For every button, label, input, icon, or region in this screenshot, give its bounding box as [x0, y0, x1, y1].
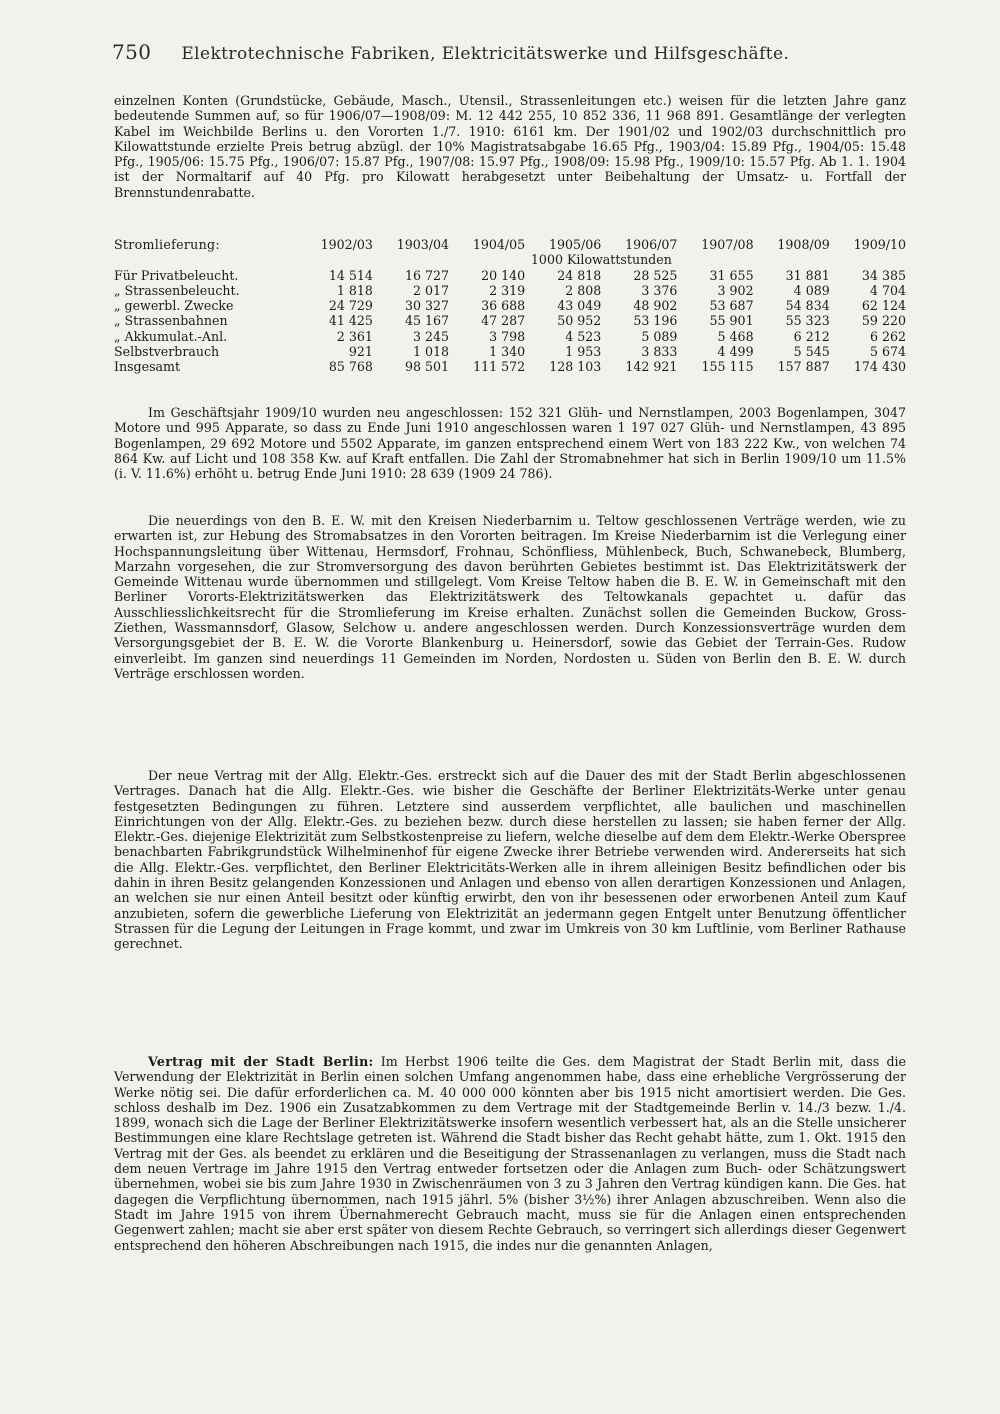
table-cell: 48 902 [633, 298, 678, 314]
table-row-total [114, 359, 906, 374]
table-unit-row [114, 252, 906, 267]
table-cell: 62 124 [861, 298, 906, 314]
table-cell: 5 545 [793, 344, 830, 360]
stromlieferung-table [114, 237, 906, 375]
row-label: „ Strassenbahnen [114, 313, 228, 329]
table-cell: 31 655 [709, 267, 754, 283]
table-unit: 1000 Kilowattstunden [530, 252, 672, 268]
table-cell: 155 115 [701, 359, 754, 375]
table-cell: 53 196 [633, 313, 678, 329]
year-header: 1907/08 [701, 237, 754, 252]
table-title: Stromlieferung: [114, 237, 220, 252]
year-header: 1902/03 [320, 237, 373, 252]
table-cell: 14 514 [328, 267, 373, 283]
table-row [114, 329, 906, 344]
table-cell: 3 902 [717, 282, 754, 298]
table-cell: 34 385 [861, 267, 906, 283]
table-cell: 55 323 [785, 313, 830, 329]
table-cell: 24 818 [557, 267, 602, 283]
table-cell: 54 834 [785, 298, 830, 314]
table-cell: 55 901 [709, 313, 754, 329]
paragraph-vororte: Die neuerdings von den B. E. W. mit den Kreisen Niederbarnim u. Teltow geschlossenen Verträge werden, wie zu erwarten ist, zur Hebung des Stromabsatzes in den Vororten beitragen. Im Kreise Niederbarnim ist die Verlegung einer Hochspannungsleitung über Wittenau, Hermsdorf, Frohnau, Schönfliess, Mühlenbeck, Buch, Schwanebeck, Blumberg, Marzahn vorgesehen, die zur Stromversorgung des davon berührten Gebietes bestimmt ist. Das Elektrizitätswerk der Gemeinde Wittenau wurde übernommen und stillgelegt. Vom Kreise Teltow haben die B. E. W. in Gemeinschaft mit den Berliner Vororts-Elektrizitätswerken das Elektrizitätswerk des Teltowkanals gepachtet u. dafür das Ausschliesslichkeitsrecht für die Stromlieferung im Kreise erhalten. Zunächst sollen die Gemeinden Buckow, Gross-Ziethen, Wassmannsdorf, Glasow, Selchow u. andere angeschlossen werden. Durch Konzessionsverträge wurden dem Versorgungsgebiet der B. E. W. die Vororte Blankenburg u. Heinersdorf, sowie das Gebiet der Terrain-Ges. Rudow einverleibt. Im ganzen sind neuerdings 11 Gemeinden im Norden, Nordosten u. Süden von Berlin den B. E. W. durch Verträge erschlossen worden. [114, 513, 906, 681]
year-header: 1903/04 [396, 237, 450, 252]
table-cell: 2 361 [336, 328, 373, 344]
paragraph-aeg-vertrag: Der neue Vertrag mit der Allg. Elektr.-Ges. erstreckt sich auf die Dauer des mit der Stadt Berlin abgeschlossenen Vertrages. Danach hat die Allg. Elektr.-Ges. wie bisher die Geschäfte der Berliner Elektrizitäts-Werke unter genau festgesetzten Bedingungen zu führen. Letztere sind ausserdem verpflichtet, alle baulichen und maschinellen Einrichtungen von der Allg. Elektr.-Ges. zu beziehen bezw. durch diese herstellen zu lassen; sie haben ferner der Allg. Elektr.-Ges. diejenige Elektrizität zum Selbstkostenpreise zu liefern, welche dieselbe auf dem dem Elektr.-Werke Oberspree benachbarten Fabrikgrundstück Wilhelminenhof für eigene Zwecke ihrer Betriebe verwenden wird. Andererseits hat sich die Allg. Elektr.-Ges. verpflichtet, den Berliner Elektricitäts-Werken alle in ihrem alleinigen Besitz befindlichen oder bis dahin in ihren Besitz gelangenden Konzessionen und Anlagen und ebenso von allen derartigen Konzessionen und Anlagen, an welchen sie nur einen Anteil besitzt oder künftig erwirbt, den von ihr besessenen oder erworbenen Anteil zum Kauf anzubieten, sofern die gewerbliche Lieferung von Elektrizität an jedermann gegen Entgelt unter Benutzung öffentlicher Strassen für die Legung der Leitungen in Frage kommt, und zwar im Umkreis von 30 km Luftlinie, vom Berliner Rathause gerechnet. [114, 768, 906, 952]
table-row [114, 313, 906, 328]
table-cell: 36 688 [481, 298, 526, 314]
table-cell: 1 340 [489, 344, 526, 360]
year-header: 1905/06 [548, 237, 602, 252]
year-header: 1906/07 [625, 237, 678, 252]
row-label: Insgesamt [114, 359, 181, 375]
row-label: Für Privatbeleucht. [114, 267, 239, 283]
table-cell: 6 262 [869, 328, 906, 344]
paragraph-stadt-berlin [114, 1054, 906, 1253]
table-cell: 30 327 [404, 298, 450, 314]
table-cell: 43 049 [557, 298, 602, 314]
table-row [114, 268, 906, 283]
table-cell: 41 425 [328, 313, 373, 329]
table-row [114, 344, 906, 359]
table-cell: 53 687 [709, 298, 754, 314]
page-header [112, 40, 912, 64]
table-cell: 6 212 [793, 328, 830, 344]
table-cell: 4 499 [717, 344, 754, 360]
row-label: „ Strassenbeleucht. [114, 282, 240, 298]
paragraph-anschluesse: Im Geschäftsjahr 1909/10 wurden neu angeschlossen: 152 321 Glüh- und Nernstlampen, 2003 Bogenlampen, 3047 Motore und 995 Apparate, so dass zu Ende Juni 1910 angeschlossen waren 1 197 027 Glüh- und Nernstlampen, 43 895 Bogenlampen, 29 692 Motore und 5502 Apparate, im ganzen entsprechend einem Wert von 183 222 Kw., von welchen 74 864 Kw. auf Licht und 108 358 Kw. auf Kraft entfallen. Die Zahl der Stromabnehmer hat sich in Berlin 1909/10 um 11.5% (i. V. 11.6%) erhöht u. betrug Ende Juni 1910: 28 639 (1909 24 786). [114, 405, 906, 482]
row-label: „ gewerbl. Zwecke [114, 298, 234, 314]
table-cell: 47 287 [481, 313, 526, 329]
table-cell: 3 376 [641, 282, 678, 298]
row-label: Selbstverbrauch [114, 344, 220, 360]
table-cell: 4 523 [565, 328, 602, 344]
year-header: 1904/05 [472, 237, 526, 252]
table-cell: 3 245 [412, 328, 450, 344]
section-heading: Vertrag mit der Stadt Berlin: [148, 1054, 374, 1069]
table-cell: 2 808 [565, 282, 602, 298]
intro-paragraph: einzelnen Konten (Grundstücke, Gebäude, Masch., Utensil., Strassenleitungen etc.) weisen für die letzten Jahre ganz bedeutende Summen auf, so für 1906/07—1908/09: M. 12 442 255, 10 852 336, 11 968 891. Gesamtlänge der verlegten Kabel im Weichbilde Berlins u. den Vororten 1./7. 1910: 6161 km. Der 1901/02 und 1902/03 durchschnittlich pro Kilowattstunde erzielte Preis betrug abzügl. der 10% Magistratsabgabe 16.65 Pfg., 1903/04: 15.89 Pfg., 1904/05: 15.48 Pfg., 1905/06: 15.75 Pfg., 1906/07: 15.87 Pfg., 1907/08: 15.97 Pfg., 1908/09: 15.98 Pfg., 1909/10: 15.57 Pfg. Ab 1. 1. 1904 ist der Normaltarif auf 40 Pfg. pro Kilowatt herabgesetzt unter Beibehaltung der Umsatz- u. Fortfall der Brennstundenrabatte. [114, 93, 906, 200]
table-cell: 85 768 [328, 359, 373, 375]
table-cell: 31 881 [785, 267, 830, 283]
table-cell: 111 572 [473, 359, 526, 375]
table-cell: 142 921 [625, 359, 678, 375]
table-cell: 16 727 [404, 267, 450, 283]
section-body: Im Herbst 1906 teilte die Ges. dem Magistrat der Stadt Berlin mit, dass die Verwendung der Elektrizität in Berlin einen solchen Umfang angenommen habe, dass eine erhebliche Vergrösserung der Werke nötig sei. Die dafür erforderlichen ca. M. 40 000 000 könnten aber bis 1915 nicht amortisiert werden. Die Ges. schloss deshalb im Dez. 1906 ein Zusatzabkommen zu dem Vertrage mit der Stadtgemeinde Berlin v. 14./3 bezw. 1./4. 1899, wonach sich die Lage der Berliner Elektrizitätswerke insofern wesentlich verbessert hat, als an die Stelle unsicherer Bestimmungen eine klare Rechtslage getreten ist. Während die Stadt bisher das Recht gehabt hätte, zum 1. Okt. 1915 den Vertrag mit der Ges. als beendet zu erklären und die Beseitigung der Strassenanlagen zu verlangen, muss die Stadt nach dem neuen Vertrage im Jahre 1915 den Vertrag entweder fortsetzen oder die Anlagen zum Buch- oder Schätzungswert übernehmen, wobei sie bis zum Jahre 1930 in Zwischenräumen von 3 zu 3 Jahren den Vertrag kündigen kann. Die Ges. hat dagegen die Verpflichtung übernommen, nach 1915 jährl. 5% (bisher 3½%) ihrer Anlagen abzuschreiben. Wenn also die Stadt im Jahre 1915 von ihrem Übernahmerecht Gebrauch macht, muss sie für die Anlagen einen entsprechenden Gegenwert zahlen; macht sie aber erst später von diesem Rechte Gebrauch, so verringert sich allerdings dieser Gegenwert entsprechend den höheren Abschreibungen nach 1915, die indes nur die genannten Anlagen, [114, 1054, 906, 1253]
table-cell: 3 833 [641, 344, 678, 360]
page-number: 750 [112, 40, 152, 64]
table-cell: 2 319 [489, 282, 526, 298]
table-cell: 921 [348, 344, 373, 360]
table-cell: 128 103 [549, 359, 602, 375]
year-header: 1908/09 [777, 237, 830, 252]
table-cell: 20 140 [481, 267, 526, 283]
table-cell: 174 430 [853, 359, 906, 375]
running-title: Elektrotechnische Fabriken, Elektricitätswerke und Hilfsgeschäfte. [181, 44, 790, 64]
table-cell: 5 468 [717, 328, 754, 344]
table-cell: 24 729 [328, 298, 373, 314]
table-cell: 157 887 [777, 359, 830, 375]
table-cell: 98 501 [404, 359, 450, 375]
table-cell: 3 798 [489, 328, 526, 344]
table-cell: 2 017 [412, 282, 450, 298]
table-cell: 1 818 [336, 282, 373, 298]
table-cell: 28 525 [633, 267, 678, 283]
table-cell: 5 674 [869, 344, 906, 360]
table-cell: 1 018 [412, 344, 450, 360]
year-header: 1909/10 [853, 237, 906, 252]
table-cell: 50 952 [557, 313, 602, 329]
table-row [114, 283, 906, 298]
table-cell: 4 704 [869, 282, 906, 298]
table-cell: 1 953 [565, 344, 602, 360]
table-row [114, 298, 906, 313]
table-cell: 4 089 [793, 282, 830, 298]
table-cell: 45 167 [404, 313, 450, 329]
table-cell: 5 089 [641, 328, 678, 344]
table-header-row [114, 237, 906, 252]
row-label: „ Akkumulat.-Anl. [114, 328, 228, 344]
table-cell: 59 220 [861, 313, 906, 329]
